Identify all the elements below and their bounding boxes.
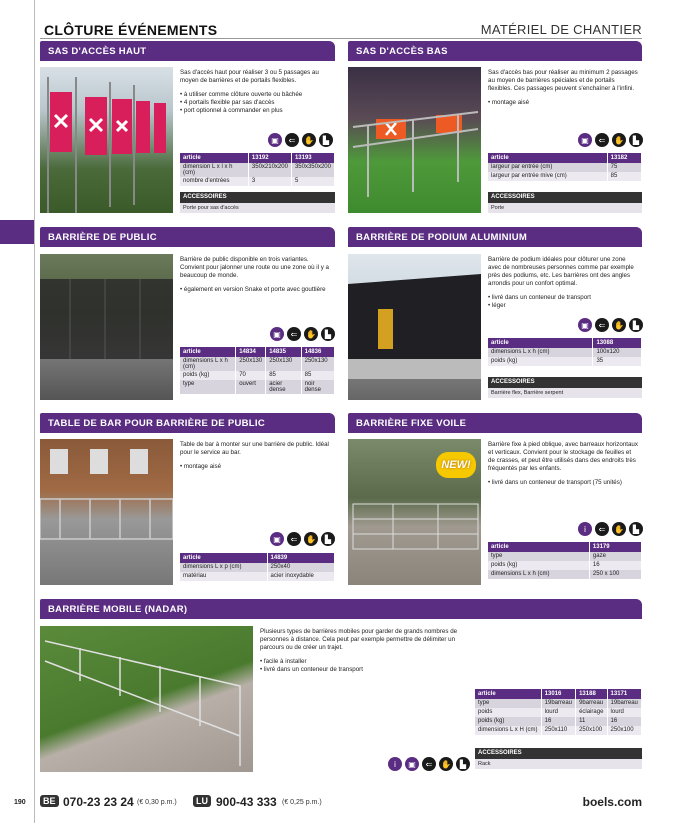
section-tab	[0, 220, 34, 244]
book-icon: ▣	[578, 318, 592, 332]
new-badge: NEW!	[436, 452, 476, 478]
table-cell: 35	[593, 357, 642, 366]
table-cell: poids (kg)	[488, 561, 589, 570]
table-cell: 19barreau	[541, 699, 575, 708]
table-cell: 16	[541, 717, 575, 726]
table-cell: 19barreau	[607, 699, 641, 708]
table-cell: largeur par entrée mive (cm)	[488, 172, 607, 181]
table-cell: dimensions L x p (cm)	[180, 563, 267, 572]
table-cell: 250x130	[236, 357, 266, 371]
country-lu: LU	[193, 795, 211, 807]
table-cell: dimensions L x h (cm)	[488, 348, 593, 357]
table-header-cell: 14834	[236, 347, 266, 357]
page-category: MATÉRIEL DE CHANTIER	[480, 22, 642, 37]
table-cell: 85	[607, 172, 641, 181]
book-icon: ▣	[268, 133, 282, 147]
table-cell: 85	[301, 371, 334, 380]
table-cell: type	[475, 699, 541, 708]
table-cell: ouvert	[236, 380, 266, 394]
section-title: BARRIÈRE DE PODIUM ALUMINIUM	[348, 227, 642, 247]
spec-table	[180, 347, 335, 394]
boot-icon: ▙	[629, 133, 643, 147]
table-cell: 250x130	[266, 357, 301, 371]
spec-table	[180, 153, 335, 186]
spec-table	[488, 153, 642, 181]
bullet: • port optionnel à commander en plus	[180, 107, 330, 115]
boot-icon: ▙	[321, 327, 335, 341]
book-icon: ▣	[270, 532, 284, 546]
table-cell: 3	[248, 177, 291, 186]
table-cell: poids (kg)	[488, 357, 593, 366]
accessories-box: ACCESSOIRES Porte	[488, 192, 642, 213]
accessories-box: ACCESSOIRES Porte pour sas d'accès	[180, 192, 335, 213]
book-icon: ▣	[270, 327, 284, 341]
table-cell: 250x40	[267, 563, 334, 572]
table-header-cell: 13171	[607, 689, 641, 699]
table-cell: 75	[607, 163, 641, 172]
glove-icon: ✋	[302, 133, 316, 147]
product-description	[180, 256, 330, 294]
book-icon: ▣	[578, 133, 592, 147]
table-header-cell: 14839	[267, 553, 334, 563]
table-cell: dimensions L x h (cm)	[180, 357, 236, 371]
table-cell: 250x100	[607, 726, 641, 735]
glove-icon: ✋	[612, 522, 626, 536]
table-cell: poids (kg)	[475, 717, 541, 726]
section-title: BARRIÈRE FIXE VOILE	[348, 413, 642, 433]
section-barriere-fixe	[348, 413, 642, 588]
table-cell: 250x110	[541, 726, 575, 735]
description-text: Barrière de public disponible en trois variantes. Convient pour jalonner une route ou une zone où il y a beaucoup de monde.	[180, 256, 329, 279]
description-text: Sas d'accès bas pour réaliser au minimum 2 passages au moyen de barrières spéciales et de portails flexibles. Ces passages peuvent s'enchaîner à l'infini.	[488, 69, 638, 92]
bullet: • montage aisé	[488, 99, 638, 107]
header-divider	[40, 38, 642, 39]
boot-icon: ▙	[321, 532, 335, 546]
truck-icon: ⇐	[285, 133, 299, 147]
table-cell: noir dense	[301, 380, 334, 394]
product-photo	[40, 254, 173, 400]
table-cell: 16	[607, 717, 641, 726]
accessories-box: ACCESSOIRES Rack	[475, 748, 642, 769]
table-cell: poids	[475, 708, 541, 717]
price-lu: (€ 0,25 p.m.)	[282, 799, 322, 806]
truck-icon: ⇐	[595, 522, 609, 536]
section-sas-acces-haut	[40, 41, 335, 217]
table-header-cell: article	[488, 153, 607, 163]
bullet: • à utiliser comme clôture ouverte ou bâchée	[180, 91, 330, 99]
table-cell: acier inoxydable	[267, 572, 334, 581]
spec-table	[488, 542, 642, 579]
bullet: • facile à installer	[260, 658, 460, 666]
table-header-cell: 13016	[541, 689, 575, 699]
spec-table	[180, 553, 335, 581]
table-cell: 250x100	[576, 726, 607, 735]
product-description	[488, 256, 638, 310]
truck-icon: ⇐	[287, 532, 301, 546]
product-description	[260, 628, 460, 674]
table-cell: matériau	[180, 572, 267, 581]
feature-icons	[578, 522, 643, 536]
margin-line	[34, 0, 35, 823]
product-description	[488, 69, 638, 107]
table-header-cell: article	[475, 689, 541, 699]
section-table-bar	[40, 413, 335, 588]
phone-be[interactable]: 070-23 23 24	[63, 795, 134, 809]
table-cell: 350x350x200	[291, 163, 334, 177]
table-cell: lourd	[607, 708, 641, 717]
page-number: 190	[14, 799, 26, 806]
table-cell: 100x120	[593, 348, 642, 357]
glove-icon: ✋	[439, 757, 453, 771]
table-cell: 350x210x200	[248, 163, 291, 177]
table-header-cell: 14835	[266, 347, 301, 357]
section-title: TABLE DE BAR POUR BARRIÈRE DE PUBLIC	[40, 413, 335, 433]
table-header-cell: 13192	[248, 153, 291, 163]
table-cell: éclairage	[576, 708, 607, 717]
footer	[0, 794, 676, 814]
table-cell: largeur par entrée (cm)	[488, 163, 607, 172]
table-cell: 5	[291, 177, 334, 186]
glove-icon: ✋	[612, 133, 626, 147]
description-text: Sas d'accès haut pour réaliser 3 ou 5 passages au moyen de barrières et de portails flexibles.	[180, 69, 319, 84]
boot-icon: ▙	[319, 133, 333, 147]
book-icon: ▣	[405, 757, 419, 771]
section-barriere-mobile	[40, 599, 642, 777]
table-cell: dimensions L x h (cm)	[488, 570, 589, 579]
price-be: (€ 0,30 p.m.)	[137, 799, 177, 806]
table-header-cell: 13193	[291, 153, 334, 163]
truck-icon: ⇐	[595, 318, 609, 332]
table-cell: 250x130	[301, 357, 334, 371]
description-text: Plusieurs types de barrières mobiles pour garder de grands nombres de personnes à distance. Cela peut par exemple permettre de délimiter un parcours ou de créer un trajet.	[260, 628, 458, 651]
product-photo	[348, 254, 481, 400]
table-cell: gaze	[589, 552, 641, 561]
table-cell: dimension L x l x h (cm)	[180, 163, 248, 177]
table-cell: 250 x 100	[589, 570, 641, 579]
phone-lu[interactable]: 900-43 333	[216, 795, 277, 809]
table-header-cell: 13188	[576, 689, 607, 699]
glove-icon: ✋	[304, 327, 318, 341]
table-cell: type	[180, 380, 236, 394]
feature-icons	[578, 318, 643, 332]
spec-table	[488, 338, 642, 366]
table-header-cell: 13182	[607, 153, 641, 163]
bullet: • montage aisé	[180, 463, 330, 471]
section-title: BARRIÈRE DE PUBLIC	[40, 227, 335, 247]
section-title: BARRIÈRE MOBILE (NADAR)	[40, 599, 642, 619]
section-barriere-podium	[348, 227, 642, 402]
product-photo	[40, 439, 173, 585]
bullet: • livré dans un conteneur de transport (75 unités)	[488, 479, 638, 487]
bullet: • livré dans un conteneur de transport	[488, 294, 638, 302]
description-text: Table de bar à monter sur une barrière de public. Idéal pour le service au bar.	[180, 441, 329, 456]
table-cell: 16	[589, 561, 641, 570]
section-barriere-public	[40, 227, 335, 402]
section-title: SAS D'ACCÈS BAS	[348, 41, 642, 61]
description-text: Barrière de podium idéales pour clôturer une zone avec de nombreuses personnes comme par exemple près des podiums, etc. Les barrières ont des angles arrondis pour un confort optimal.	[488, 256, 634, 287]
section-title: SAS D'ACCÈS HAUT	[40, 41, 335, 61]
feature-icons	[578, 133, 643, 147]
description-text: Barrière fixe à pied oblique, avec barreaux horizontaux et verticaux. Convient pour le stockage de feuilles et de crasses, et peut être utilisés dans des endroits très fréquentés par les enfants.	[488, 441, 638, 472]
table-header-cell: 13088	[593, 338, 642, 348]
product-photo	[40, 626, 253, 772]
boot-icon: ▙	[629, 318, 643, 332]
product-description	[488, 441, 638, 487]
glove-icon: ✋	[304, 532, 318, 546]
table-header-cell: 13179	[589, 542, 641, 552]
product-photo	[40, 67, 173, 213]
product-description	[180, 441, 330, 471]
spec-table	[475, 689, 642, 735]
accessories-box: ACCESSOIRES Barrière flex, Barrière serpent	[488, 377, 642, 398]
product-photo	[348, 67, 481, 213]
table-cell: lourd	[541, 708, 575, 717]
boot-icon: ▙	[629, 522, 643, 536]
table-header-cell: article	[180, 153, 248, 163]
table-cell: acier dense	[266, 380, 301, 394]
bullet: • également en version Snake et porte avec gouttière	[180, 286, 330, 294]
feature-icons	[268, 133, 333, 147]
truck-icon: ⇐	[287, 327, 301, 341]
table-cell: poids (kg)	[180, 371, 236, 380]
table-cell: 9barreau	[576, 699, 607, 708]
glove-icon: ✋	[612, 318, 626, 332]
feature-icons	[270, 327, 335, 341]
bullet: • livré dans un conteneur de transport	[260, 666, 460, 674]
truck-icon: ⇐	[595, 133, 609, 147]
table-header-cell: article	[180, 553, 267, 563]
table-header-cell: 14836	[301, 347, 334, 357]
bullet: • léger	[488, 302, 638, 310]
product-description	[180, 69, 330, 115]
table-cell: 11	[576, 717, 607, 726]
boot-icon: ▙	[456, 757, 470, 771]
table-cell: nombre d'entrées	[180, 177, 248, 186]
section-sas-acces-bas	[348, 41, 642, 217]
table-header-cell: article	[180, 347, 236, 357]
country-be: BE	[40, 795, 59, 807]
truck-icon: ⇐	[422, 757, 436, 771]
table-cell: 85	[266, 371, 301, 380]
page-title: CLÔTURE ÉVÉNEMENTS	[44, 22, 218, 38]
bullet: • 4 portails flexible par sas d'accès	[180, 99, 330, 107]
info-icon: i	[388, 757, 402, 771]
table-cell: dimensions L x H (cm)	[475, 726, 541, 735]
info-icon: i	[578, 522, 592, 536]
table-cell: type	[488, 552, 589, 561]
feature-icons	[388, 757, 470, 771]
website-link[interactable]: boels.com	[582, 795, 642, 809]
table-header-cell: article	[488, 338, 593, 348]
table-header-cell: article	[488, 542, 589, 552]
table-cell: 70	[236, 371, 266, 380]
feature-icons	[270, 532, 335, 546]
